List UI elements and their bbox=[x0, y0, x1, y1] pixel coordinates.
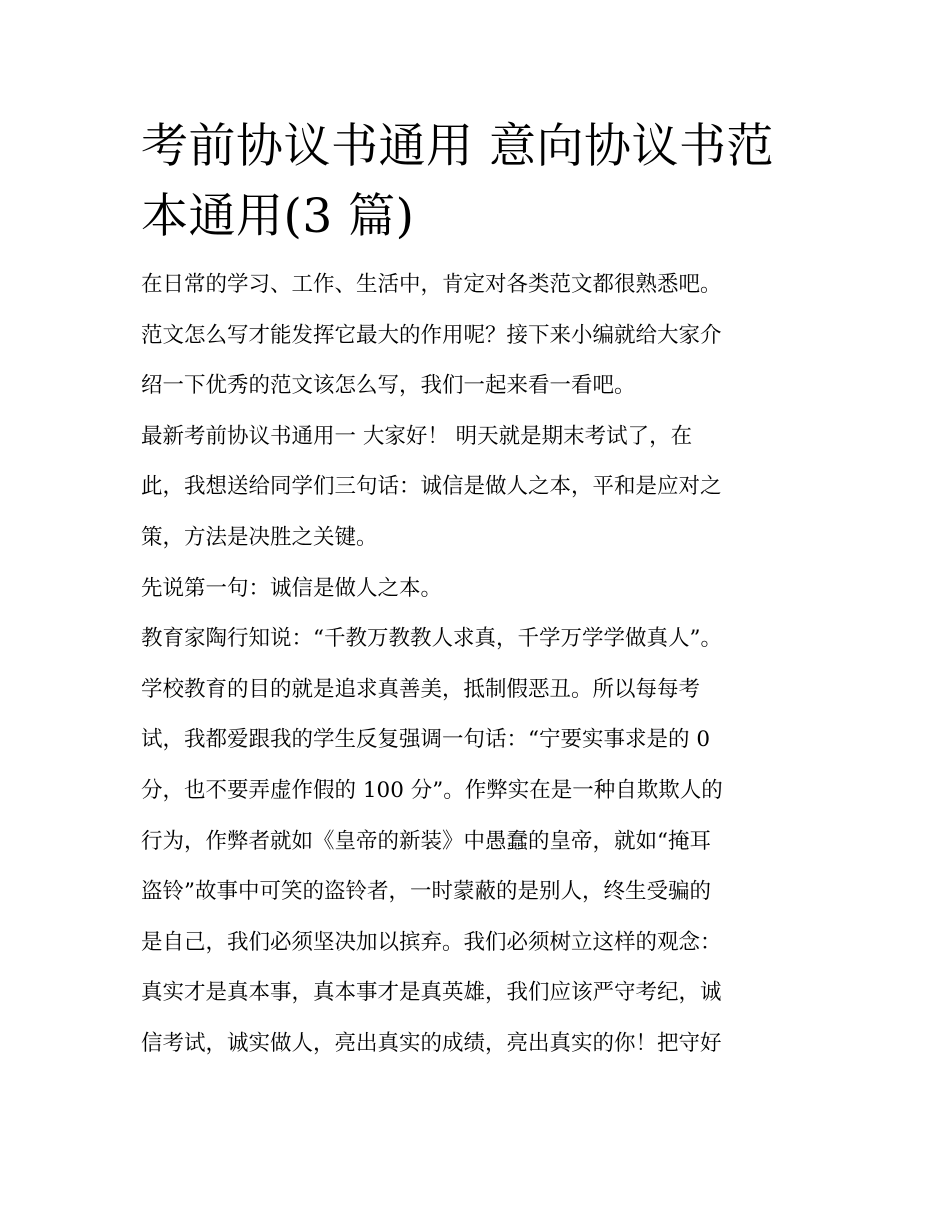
document-content bbox=[141, 112, 821, 1070]
body-line: 此，我想送给同学们三句话：诚信是做人之本，平和是应对之 bbox=[141, 474, 722, 500]
body-line: 学校教育的目的就是追求真善美，抵制假恶丑。所以每每考 bbox=[141, 676, 701, 702]
body-line: 绍一下优秀的范文该怎么写，我们一起来看一看吧。 bbox=[141, 373, 636, 399]
body-line: 范文怎么写才能发挥它最大的作用呢？接下来小编就给大家介 bbox=[141, 322, 722, 348]
body-line: 策，方法是决胜之关键。 bbox=[141, 524, 378, 550]
body-line: 先说第一句：诚信是做人之本。 bbox=[141, 575, 443, 601]
body-line: 分，也不要弄虚作假的 100 分”。作弊实在是一种自欺欺人的 bbox=[141, 777, 723, 803]
body-line: 在日常的学习、工作、生活中，肯定对各类范文都很熟悉吧。 bbox=[141, 272, 722, 297]
body-line: 信考试，诚实做人，亮出真实的成绩，亮出真实的你！把守好 bbox=[141, 1030, 722, 1056]
body-line: 试，我都爱跟我的学生反复强调一句话：“宁要实事求是的 0 bbox=[141, 727, 711, 753]
body-line: 真实才是真本事，真本事才是真英雄，我们应该严守考纪，诚 bbox=[141, 980, 722, 1006]
title-line: 考前协议书通用 意向协议书范 bbox=[141, 119, 774, 174]
body-line: 最新考前协议书通用一 大家好！ 明天就是期末考试了，在 bbox=[141, 423, 693, 449]
document-body bbox=[141, 260, 821, 1070]
title-line: 本通用(3 篇) bbox=[141, 189, 415, 244]
body-line: 是自己，我们必须坚决加以摈弃。我们必须树立这样的观念： bbox=[141, 929, 722, 955]
body-line: 教育家陶行知说：“千教万教教人求真，千学万学学做真人”。 bbox=[141, 626, 722, 652]
document-title bbox=[141, 112, 821, 252]
body-line: 盗铃”故事中可笑的盗铃者，一时蒙蔽的是别人，终生受骗的 bbox=[141, 879, 711, 905]
body-line: 行为，作弊者就如《皇帝的新装》中愚蠢的皇帝，就如“掩耳 bbox=[141, 828, 711, 854]
